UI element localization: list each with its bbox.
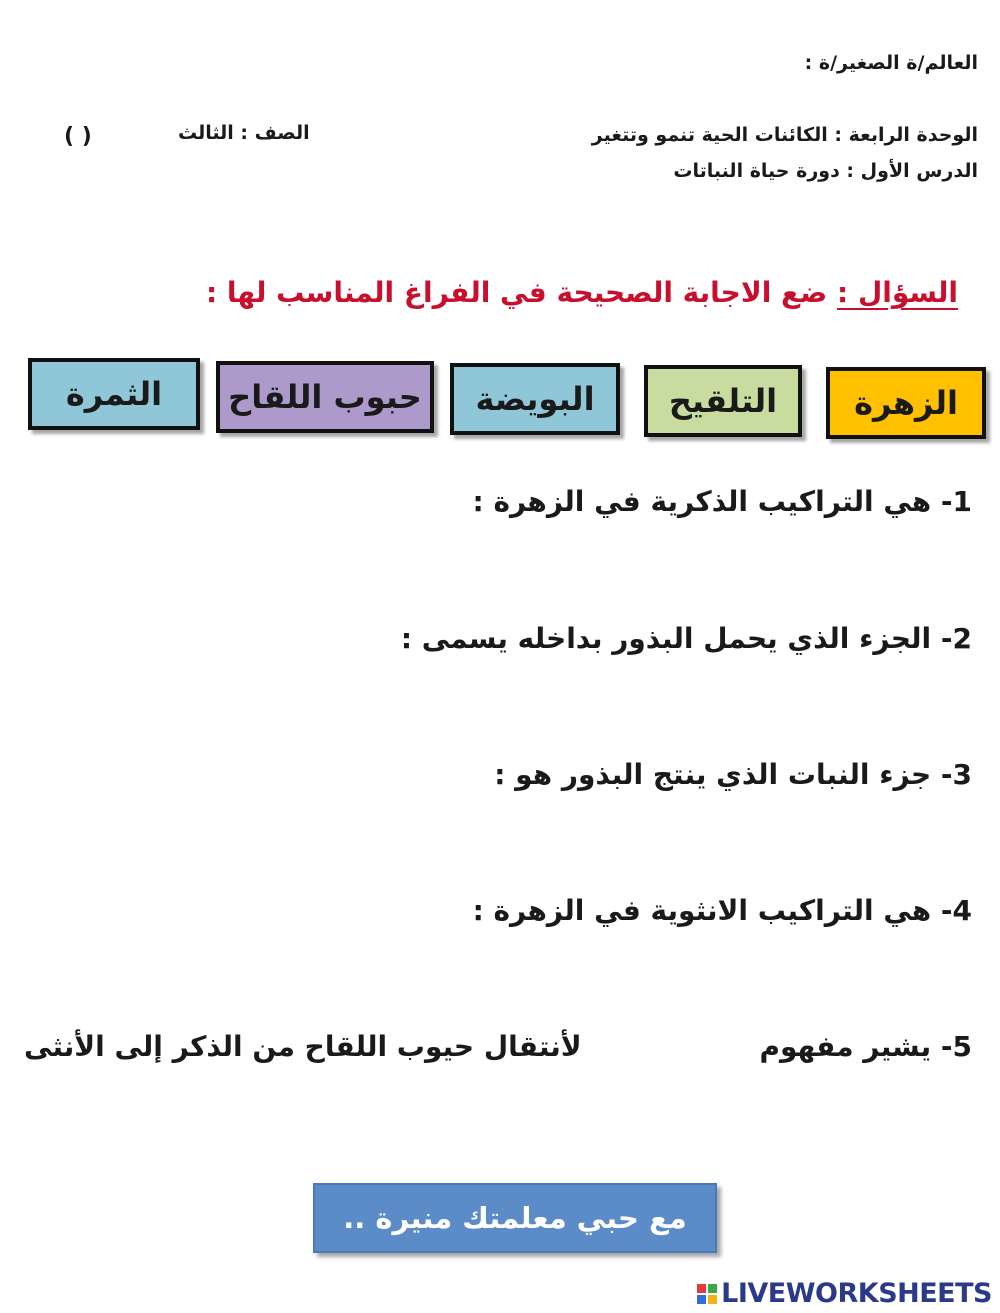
question-title [206,276,958,309]
unit-title: الوحدة الرابعة : الكائنات الحية تنمو وتتغير [591,124,978,146]
question-item-2: 2- الجزء الذي يحمل البذور بداخله يسمى : [400,622,972,655]
word-chip-pollen-grains[interactable]: حبوب اللقاح [216,361,434,433]
grade-blank[interactable]: ( ) [64,124,92,149]
student-name-line: العالم/ة الصغير/ة : [804,52,978,74]
word-chip-pollination[interactable]: التلقيح [644,365,802,437]
question-item-1: 1- هي التراكيب الذكرية في الزهرة : [472,485,972,518]
question-item-5: 5- يشير مفهوم [759,1030,972,1063]
question-text: ضع الاجابة الصحيحة في الفراغ المناسب لها : [205,276,837,309]
lesson-title: الدرس الأول : دورة حياة النباتات [673,160,978,182]
question-item-5-continuation: لأنتقال حيوب اللقاح من الذكر إلى الأنثى [24,1030,582,1063]
word-chip-fruit[interactable]: الثمرة [28,358,200,430]
liveworksheets-logo-text: LIVEWORKSHEETS [721,1278,992,1309]
liveworksheets-logo [697,1278,992,1309]
question-item-4: 4- هي التراكيب الانثوية في الزهرة : [472,894,972,927]
liveworksheets-logo-icon [697,1284,717,1304]
teacher-signature-banner: مع حبي معلمتك منيرة .. [313,1183,717,1253]
question-item-3: 3- جزء النبات الذي ينتج البذور هو : [494,758,972,791]
grade-label: الصف : الثالث [178,122,310,144]
question-label: السؤال : [837,276,958,309]
word-chip-flower[interactable]: الزهرة [826,367,986,439]
word-chip-ovule[interactable]: البويضة [450,363,620,435]
